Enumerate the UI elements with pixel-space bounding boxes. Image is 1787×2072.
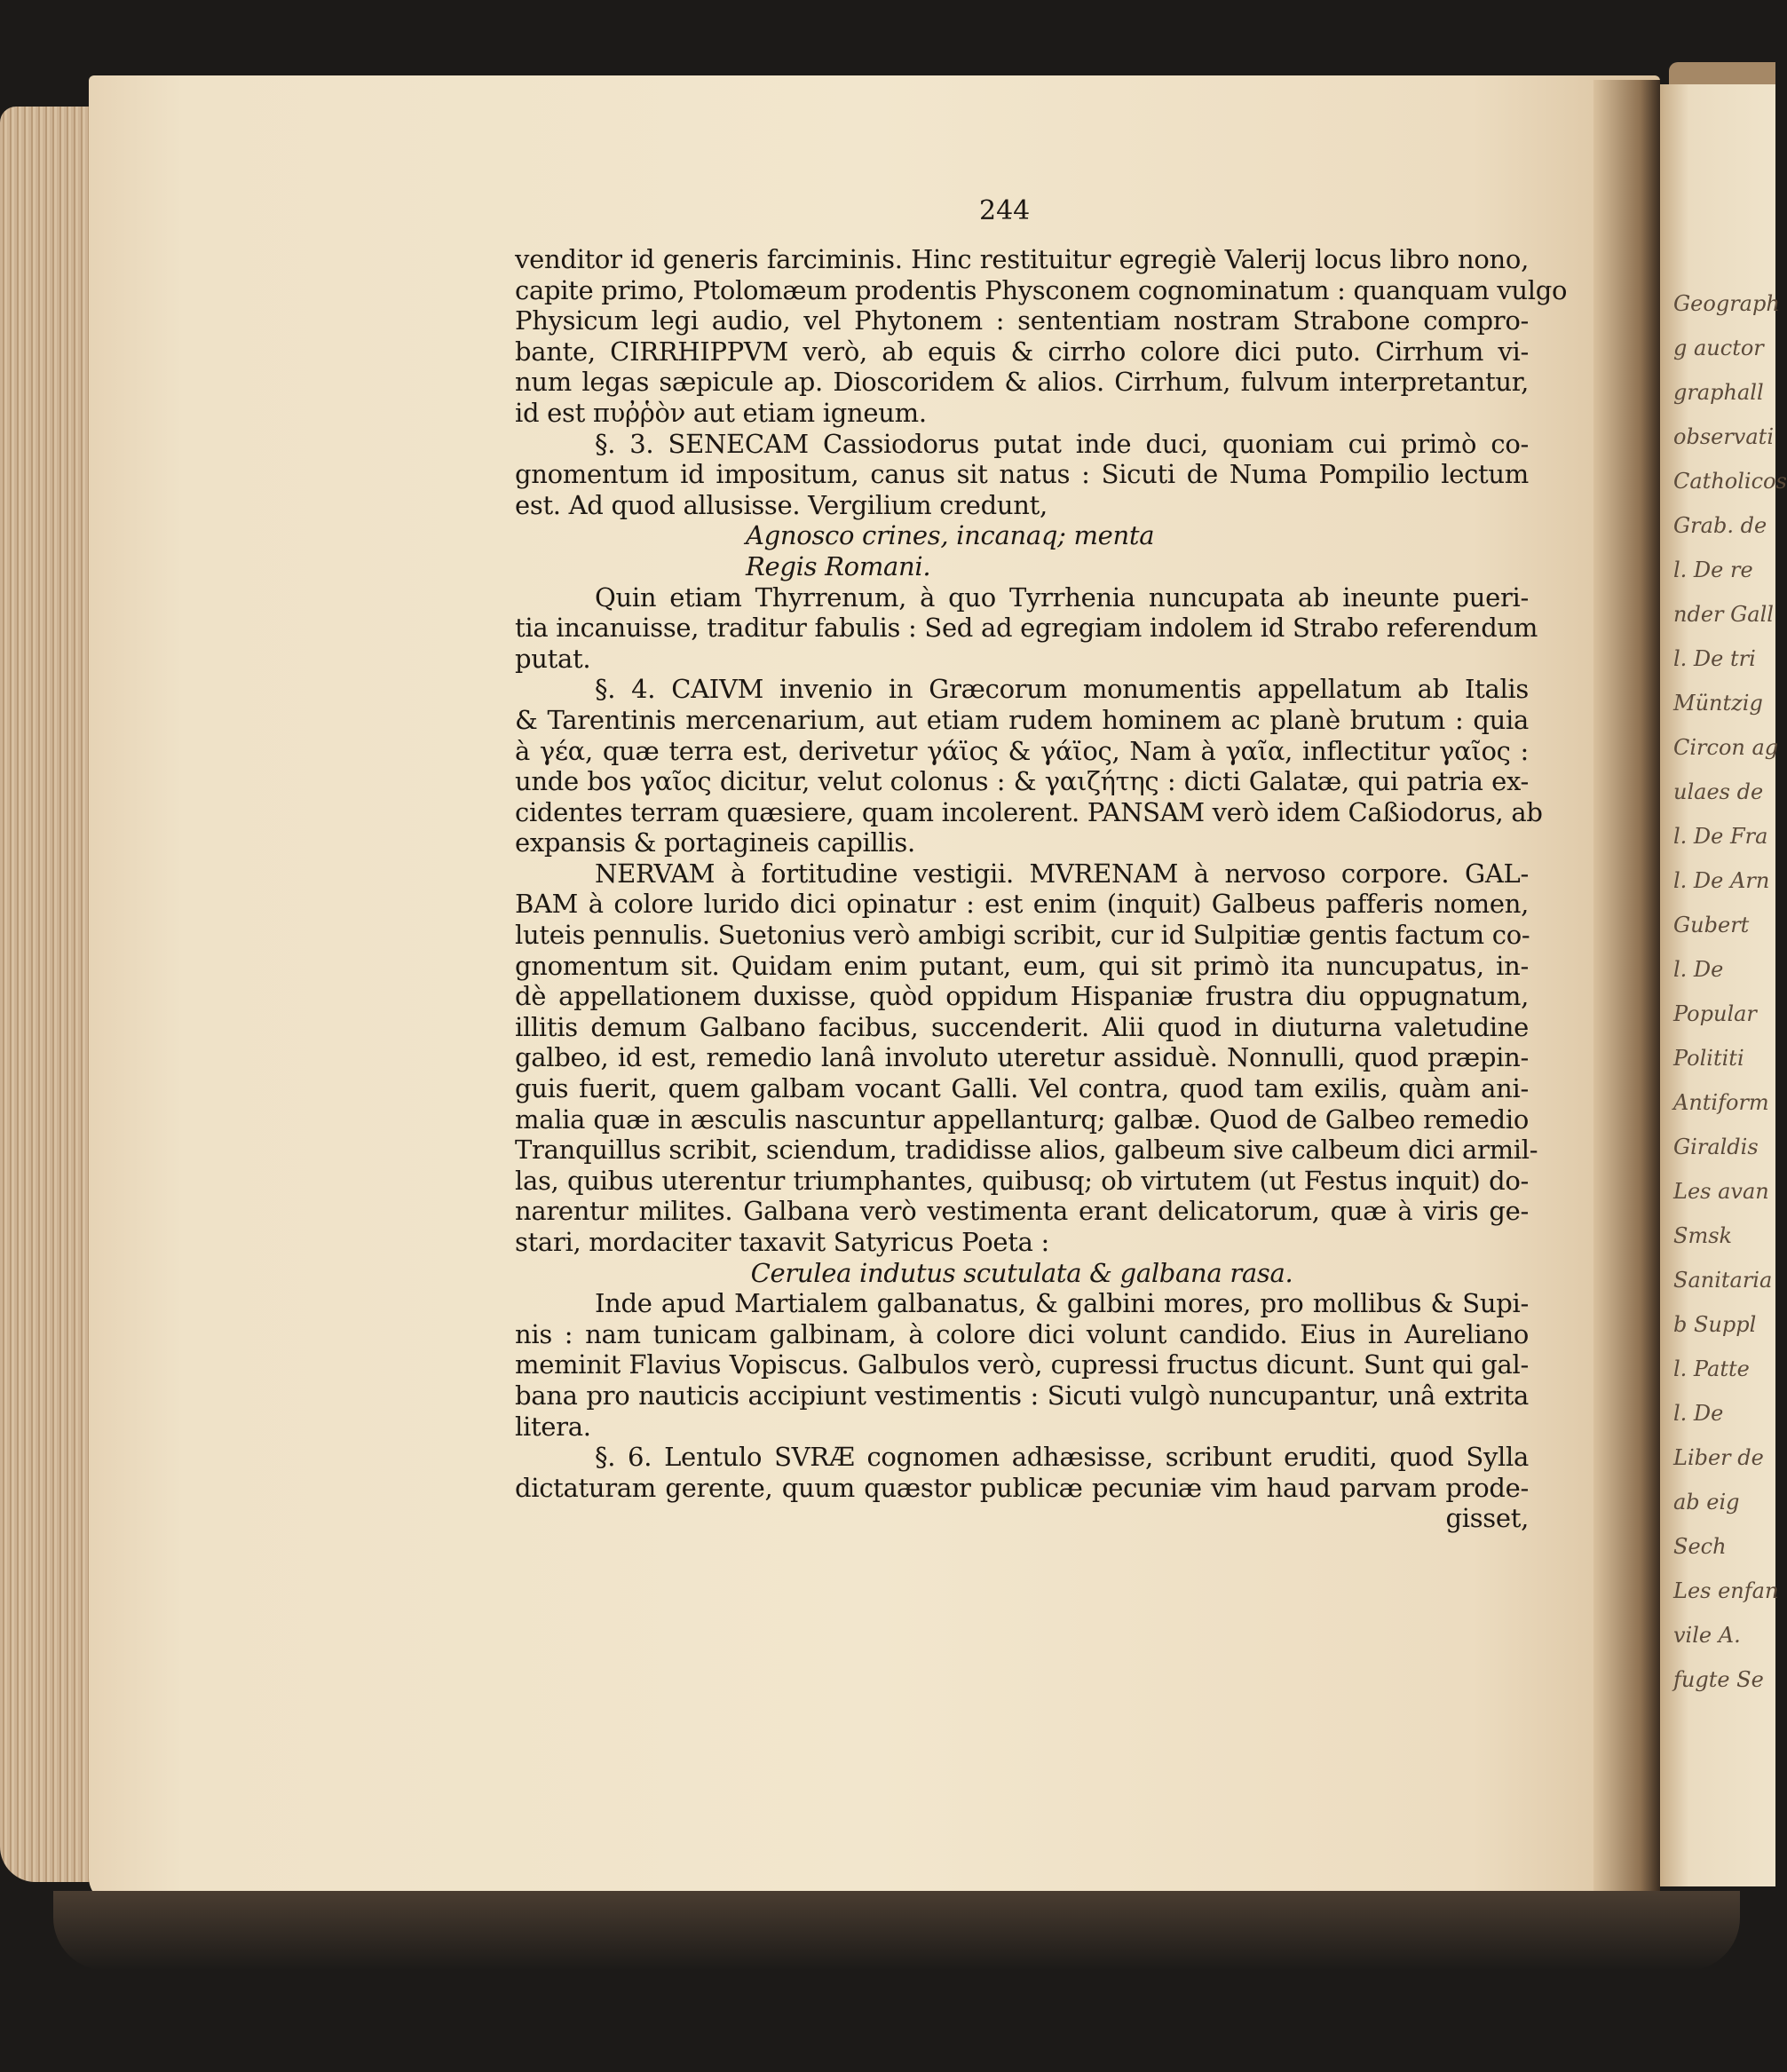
margin-annotation: Liber de [1673, 1445, 1764, 1470]
text-line: illitis demum Galbano facibus, succenderit. Alii quod in diuturna valetudine [515, 1011, 1529, 1042]
margin-annotation: nder Gall [1673, 602, 1774, 627]
margin-annotation: fugte Se [1673, 1667, 1764, 1692]
text-line: Quin etiam Thyrrenum, à quo Tyrrhenia nuncupata ab ineunte pueri- [595, 581, 1529, 613]
text-line: expansis & portagineis capillis. [515, 827, 915, 858]
margin-annotation: Gubert [1673, 913, 1750, 937]
page-number: 244 [979, 195, 1031, 226]
margin-annotation: Les avan [1673, 1179, 1769, 1204]
margin-annotation: Sech [1673, 1534, 1727, 1559]
text-line: cidentes terram quæsiere, quam incolerent. PANSAM verò idem Caßiodorus, ab [515, 796, 1543, 827]
margin-annotation: Catholicos [1673, 469, 1787, 494]
text-line: putat. [515, 643, 591, 674]
text-line: & Tarentinis mercenarium, aut etiam rudem hominem ac planè brutum : quia [515, 704, 1529, 735]
margin-annotation: l. De Fra [1673, 824, 1768, 849]
margin-annotation: graphall [1673, 380, 1764, 405]
margin-annotation: l. De Arn [1673, 868, 1770, 893]
margin-annotation: Les enfan [1673, 1578, 1779, 1603]
margin-annotation: Circon ag [1673, 735, 1779, 760]
margin-annotation: Sanitaria [1673, 1268, 1773, 1293]
text-line: litera. [515, 1411, 591, 1442]
margin-annotation: Smsk [1673, 1223, 1733, 1248]
text-line: Tranquillus scribit, sciendum, tradidisse alios, galbeum sive calbeum dici armil- [515, 1135, 1538, 1166]
book-gutter [1593, 80, 1660, 1909]
text-line: bante, CIRRHIPPVM verò, ab equis & cirrho colore dici puto. Cirrhum vi- [515, 336, 1529, 367]
text-line: Inde apud Martialem galbanatus, & galbini mores, pro mollibus & Supi- [595, 1288, 1529, 1319]
margin-annotation: g auctor [1673, 336, 1764, 360]
margin-annotation: vile A. [1673, 1623, 1741, 1648]
text-line: num legas sæpicule ap. Dioscoridem & alios. Cirrhum, fulvum interpretantur, [515, 367, 1529, 398]
margin-annotation: ab eig [1673, 1490, 1740, 1514]
text-line: stari, mordaciter taxavit Satyricus Poeta : [515, 1227, 1049, 1257]
margin-annotation: Giraldis [1673, 1135, 1759, 1159]
text-line: §. 6. Lentulo SVRÆ cognomen adhæsisse, scribunt eruditi, quod Sylla [595, 1442, 1529, 1473]
text-line: gnomentum sit. Quidam enim putant, eum, qui sit primò ita nuncupatus, in- [515, 950, 1529, 981]
margin-annotation: ulaes de [1673, 779, 1764, 804]
page-text [515, 244, 1568, 1534]
text-line: narentur milites. Galbana verò vestimenta erant delicatorum, quæ à viris ge- [515, 1196, 1529, 1227]
text-line: bana pro nauticis accipiunt vestimentis : Sicuti vulgò nuncupantur, unâ extrita [515, 1380, 1529, 1411]
text-line: luteis pennulis. Suetonius verò ambigi scribit, cur id Sulpitiæ gentis factum co- [515, 920, 1530, 951]
margin-annotation: Antiform [1673, 1090, 1769, 1115]
margin-annotation: Popular [1673, 1001, 1757, 1026]
text-line: las, quibus uterentur triumphantes, quibusq; ob virtutem (ut Festus inquit) do- [515, 1165, 1529, 1196]
margin-annotation: Müntzig [1673, 691, 1763, 716]
margin-annotation: l. De re [1673, 558, 1753, 582]
text-line: NERVAM à fortitudine vestigii. MVRENAM à nervoso corpore. GAL- [595, 858, 1529, 889]
text-line: malia quæ in æsculis nascuntur appellanturq; galbæ. Quod de Galbeo remedio [515, 1103, 1529, 1135]
book-fore-edge [0, 107, 102, 1882]
margin-annotation: l. De [1673, 1401, 1724, 1426]
margin-annotation: l. De tri [1673, 646, 1756, 671]
text-line: est. Ad quod allusisse. Vergilium credunt, [515, 489, 1048, 520]
text-line: §. 3. SENECAM Cassiodorus putat inde duci, quoniam cui primò co- [595, 428, 1529, 459]
text-line: dè appellationem duxisse, quòd oppidum Hispaniæ frustra diu oppugnatum, [515, 981, 1529, 1012]
text-line: capite primo, Ptolomæum prodentis Physconem cognominatum : quanquam vulgo [515, 274, 1568, 305]
margin-annotation: Polititi [1673, 1046, 1744, 1071]
text-line: tia incanuisse, traditur fabulis : Sed ad egregiam indolem id Strabo referendum [515, 613, 1538, 644]
text-line: guis fuerit, quem galbam vocant Galli. Vel contra, quod tam exilis, quàm ani- [515, 1073, 1529, 1104]
text-line: id est πυῤῥὸν aut etiam igneum. [515, 397, 927, 428]
margin-annotation: Geograph [1673, 291, 1780, 316]
margin-annotation: Grab. de [1673, 513, 1767, 538]
margin-annotation: observati [1673, 424, 1774, 449]
text-line: Cerulea indutus scutulata & galbana rasa. [750, 1257, 1293, 1288]
text-line: gnomentum id impositum, canus sit natus : Sicuti de Numa Pompilio lectum [515, 459, 1529, 490]
margin-annotations [1673, 291, 1787, 1713]
text-line: galbeo, id est, remedio lanâ involuto uteretur assiduè. Nonnulli, quod præpin- [515, 1042, 1529, 1073]
margin-annotation: b Suppl [1673, 1312, 1757, 1337]
text-line: BAM à colore lurido dici opinatur : est enim (inquit) Galbeus pafferis nomen, [515, 889, 1529, 920]
book-bottom-shadow [53, 1891, 1740, 1971]
margin-annotation: l. Patte [1673, 1356, 1750, 1381]
text-line: meminit Flavius Vopiscus. Galbulos verò, cupressi fructus dicunt. Sunt qui gal- [515, 1349, 1529, 1380]
text-line: venditor id generis farciminis. Hinc restituitur egregiè Valerij locus libro nono, [515, 244, 1529, 274]
text-line: Physicum legi audio, vel Phytonem : sententiam nostram Strabone compro- [515, 305, 1529, 336]
text-line: dictaturam gerente, quum quæstor publicæ pecuniæ vim haud parvam prode- [515, 1472, 1529, 1503]
text-line: Regis Romani. [746, 550, 931, 581]
text-line: à γέα, quæ terra est, derivetur γάϊος & γάϊος, Nam à γαῖα, inflectitur γαῖος : [515, 735, 1529, 766]
text-line: unde bos γαῖος dicitur, velut colonus : & γαιζήτης : dicti Galatæ, qui patria ex- [515, 766, 1529, 797]
margin-annotation: l. De [1673, 957, 1724, 982]
text-line: Agnosco crines, incanaq; menta [746, 520, 1155, 551]
text-line: gisset, [1445, 1503, 1529, 1534]
text-line: nis : nam tunicam galbinam, à colore dici volunt candido. Eius in Aureliano [515, 1318, 1529, 1349]
text-line: §. 4. CAIVM invenio in Græcorum monumentis appellatum ab Italis [595, 674, 1529, 705]
